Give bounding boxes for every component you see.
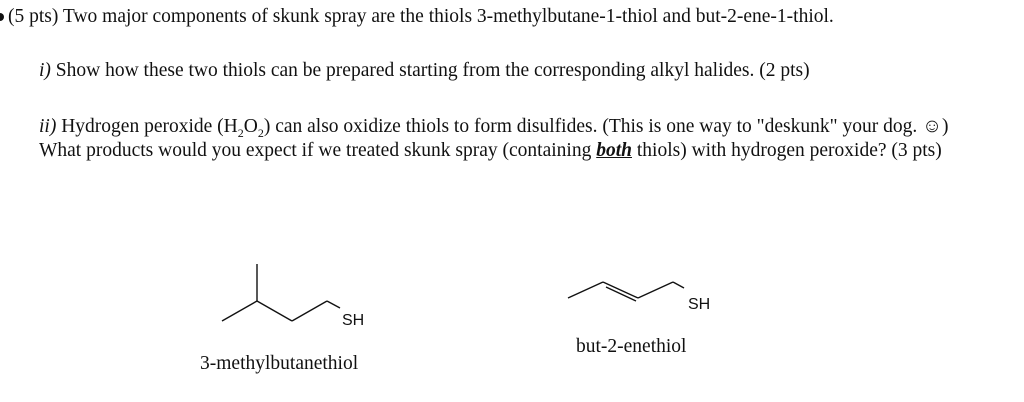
list-bullet [0,13,4,21]
part-ii-label: ii) [39,116,57,137]
part-ii [39,115,989,163]
subscript-2-h: 2 [237,125,244,140]
emphasis-both: both [596,140,632,161]
butenethiol-structure [560,272,740,332]
part-i [39,59,810,83]
question-text [8,5,834,29]
butenethiol-sh-label: SH [688,296,711,313]
part-i-label: i) [39,60,51,81]
methylbutanethiol-structure [210,258,390,338]
question-body: Two major components of skunk spray are the thiols 3-methylbutane-1-thiol and but-2-ene-1-thiol. [62,6,834,27]
butenethiol-name: but-2-enethiol [576,336,687,357]
part-ii-text-a: Hydrogen peroxide (H [61,116,238,137]
methylbutanethiol-sh-label: SH [342,312,365,329]
subscript-2-o: 2 [257,125,264,140]
part-ii-text-b: ) can also oxidize thiols to form disulfides. (This is one way to "deskunk" your dog. ☺) What products would you expect if we treated skunk spray (containing [39,116,949,161]
part-ii-text-c: thiols) with hydrogen peroxide? (3 pts) [631,140,942,161]
part-i-text: Show how these two thiols can be prepared starting from the corresponding alkyl halides. (2 pts) [55,60,810,81]
butenethiol-bonds [568,282,684,301]
methylbutanethiol-name: 3-methylbutanethiol [200,353,359,374]
formula-o: O [243,116,258,137]
methylbutanethiol-bonds [222,264,340,321]
points-label: (5 pts) [8,6,59,27]
